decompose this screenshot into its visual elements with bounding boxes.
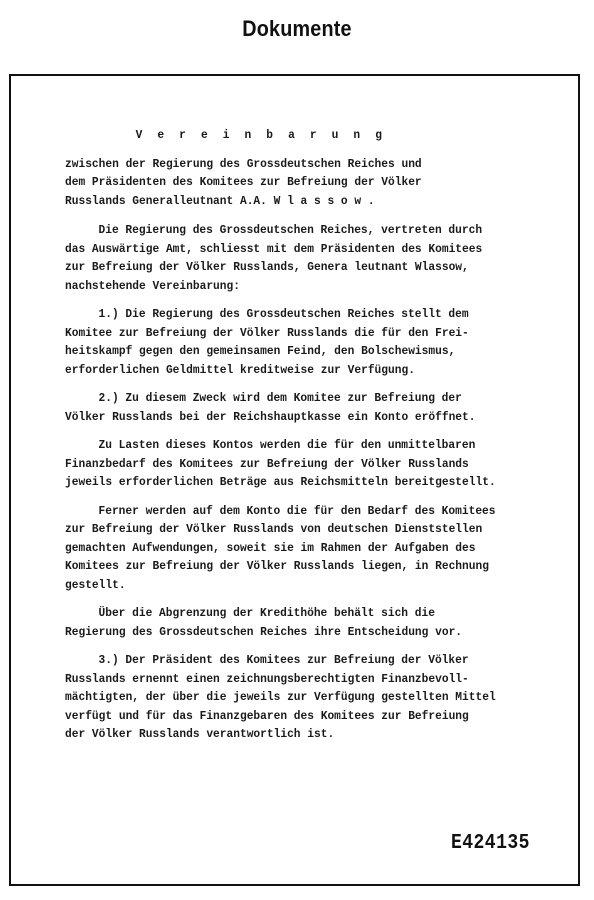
paragraph-line: 1.) Die Regierung des Grossdeutschen Reiches stellt dem bbox=[98, 307, 469, 321]
paragraph-line: 3.) Der Präsident des Komitees zur Befreiung der Völker bbox=[98, 653, 469, 667]
paragraph-expenses bbox=[65, 502, 518, 595]
paragraph-line: der Völker Russlands verantwortlich ist. bbox=[65, 727, 335, 741]
paragraph-line: Komitee zur Befreiung der Völker Russlands die für den Frei- bbox=[65, 325, 469, 340]
page-title: Dokumente bbox=[242, 16, 352, 41]
paragraph-line: verfügt und für das Finanzgebaren des Komitees zur Befreiung bbox=[65, 708, 469, 723]
paragraph-line: Zu Lasten dieses Kontos werden die für den unmittelbaren bbox=[98, 438, 476, 452]
paragraph-line: Die Regierung des Grossdeutschen Reiches, vertreten durch bbox=[98, 223, 483, 237]
paragraph-credit-limit bbox=[65, 604, 518, 641]
paragraph-line: Komitees zur Befreiung der Völker Russlands liegen, in Rechnung bbox=[65, 559, 489, 573]
paragraph-line: gestellt. bbox=[65, 577, 126, 592]
paragraph-line: das Auswärtige Amt, schliesst mit dem Präsidenten des Komitees bbox=[65, 241, 483, 256]
paragraph-line: jeweils erforderlichen Beträge aus Reichsmitteln bereitgestellt. bbox=[65, 475, 496, 489]
paragraph-clause-2 bbox=[65, 389, 518, 426]
paragraph-line: Über die Abgrenzung der Kredithöhe behält sich die bbox=[98, 606, 435, 620]
paragraph-line: heitskampf gegen den gemeinsamen Feind, den Bolschewismus, bbox=[65, 344, 456, 358]
paragraph-preamble bbox=[65, 221, 518, 295]
intro-line: Russlands Generalleutnant A.A. W l a s s o w . bbox=[65, 193, 375, 208]
paragraph-line: zur Befreiung der Völker Russlands, Genera leutnant Wlassow, bbox=[65, 260, 469, 274]
paragraph-line: erforderlichen Geldmittel kreditweise zur Verfügung. bbox=[65, 362, 415, 377]
document-body bbox=[65, 126, 518, 744]
paragraph-line: Ferner werden auf dem Konto die für den Bedarf des Komitees bbox=[98, 503, 496, 518]
paragraph-clause-1 bbox=[65, 305, 518, 379]
document-title: V e r e i n b a r u n g bbox=[135, 128, 387, 142]
paragraph-line: nachstehende Vereinbarung: bbox=[65, 278, 240, 293]
document-intro bbox=[65, 155, 518, 211]
intro-line: dem Präsidenten des Komitees zur Befreiung der Völker bbox=[65, 175, 422, 189]
document-reference-number: E424135 bbox=[451, 832, 530, 855]
paragraph-line: 2.) Zu diesem Zweck wird dem Komitee zur Befreiung der bbox=[98, 391, 462, 405]
paragraph-line: gemachten Aufwendungen, soweit sie im Rahmen der Aufgaben des bbox=[65, 540, 476, 555]
paragraph-line: Russlands ernennt einen zeichnungsberechtigten Finanzbevoll- bbox=[65, 671, 469, 686]
paragraph-line: mächtigten, der über die jeweils zur Verfügung gestellten Mittel bbox=[65, 690, 496, 704]
intro-line: zwischen der Regierung des Grossdeutschen Reiches und bbox=[65, 156, 422, 171]
paragraph-line: Völker Russlands bei der Reichshauptkasse ein Konto eröffnet. bbox=[65, 409, 476, 424]
paragraph-line: Finanzbedarf des Komitees zur Befreiung der Völker Russlands bbox=[65, 456, 469, 471]
paragraph-clause-3 bbox=[65, 651, 518, 744]
paragraph-line: zur Befreiung der Völker Russlands von deutschen Dienststellen bbox=[65, 522, 483, 536]
paragraph-line: Regierung des Grossdeutschen Reiches ihre Entscheidung vor. bbox=[65, 624, 463, 639]
paragraph-account-charges bbox=[65, 436, 518, 492]
